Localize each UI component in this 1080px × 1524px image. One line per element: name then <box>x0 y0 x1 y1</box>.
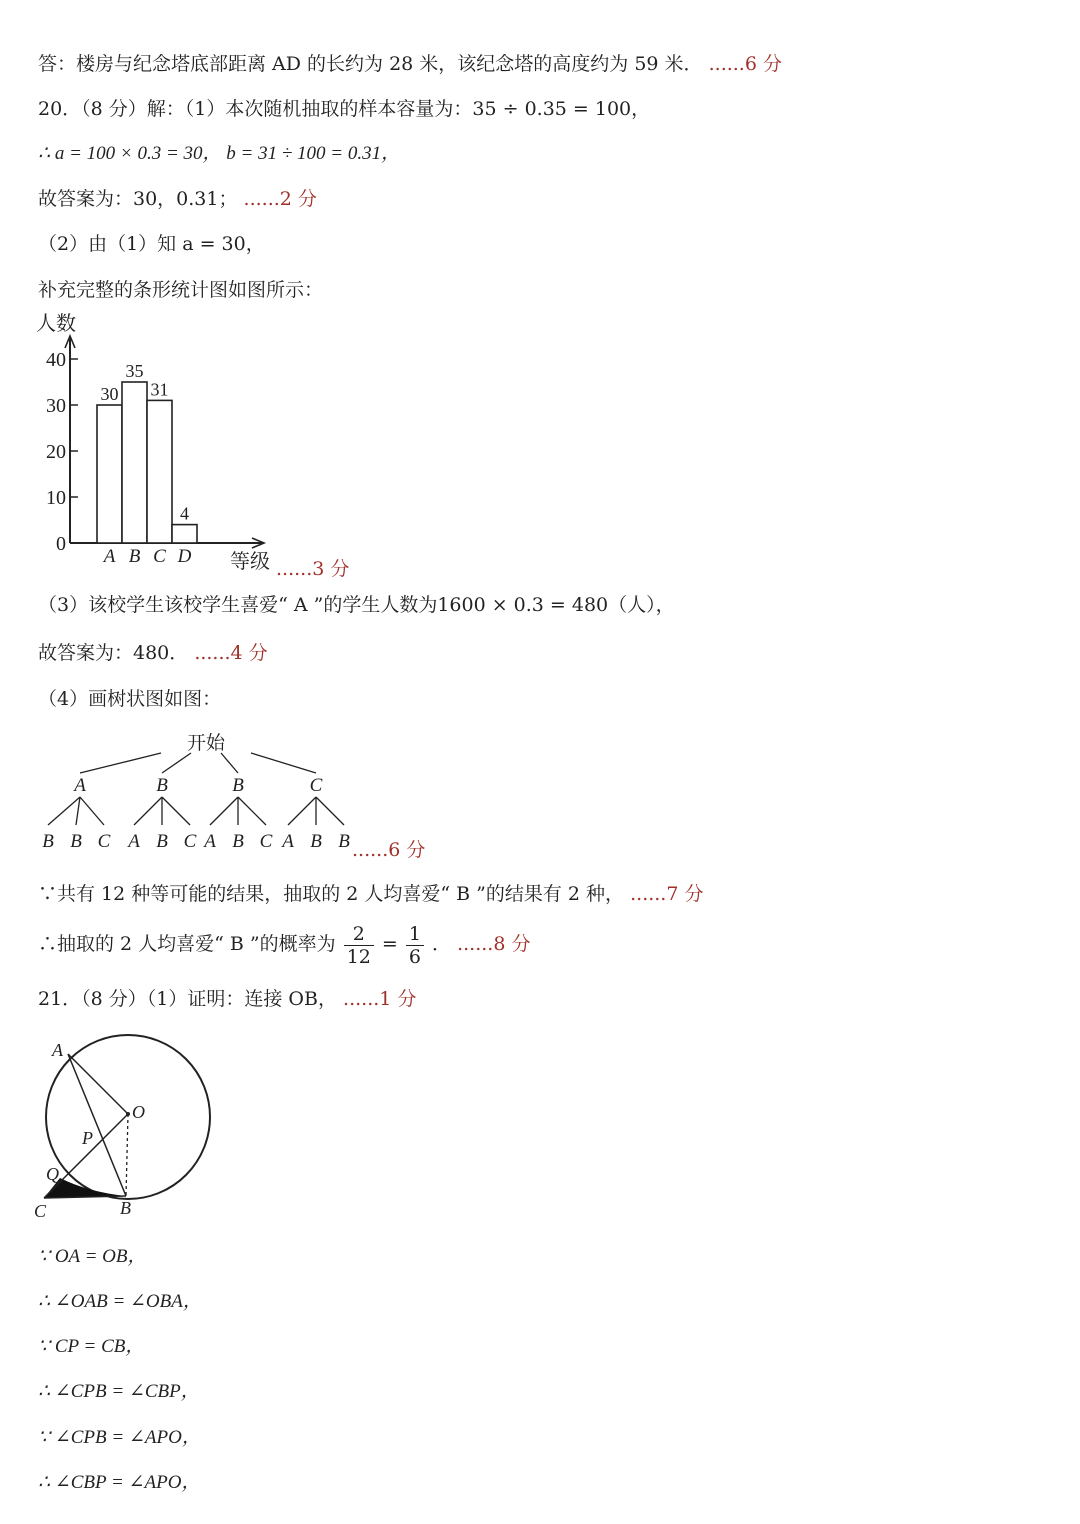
q21-text: 21．（8 分）（1）证明：连接 OB， <box>38 988 337 1010</box>
tree-branch <box>210 797 238 825</box>
bar-c <box>147 400 172 543</box>
proof-step-1 <box>38 1245 146 1269</box>
label-o: O <box>132 1102 145 1122</box>
q20-heading <box>38 97 650 121</box>
x-tick-label: B <box>128 546 141 567</box>
tree-score-mark: ......6 分 <box>352 839 426 861</box>
fraction-2-12 <box>344 923 374 968</box>
tree-branch <box>80 753 161 773</box>
y-tick-label: 30 <box>46 395 66 417</box>
score-mark: ......8 分 <box>457 933 531 955</box>
proof-text: ∵ ∠CPB = ∠APO， <box>38 1427 201 1448</box>
answer-text: 故答案为：480． <box>38 642 189 664</box>
calc-text: ∴ a = 100 × 0.3 = 30， b = 31 ÷ 100 = 0.31， <box>38 143 401 164</box>
bar-data-label: 35 <box>125 361 144 381</box>
x-tick-label: D <box>177 546 192 567</box>
fraction-1-6 <box>406 923 424 968</box>
y-tick-label: 40 <box>46 349 66 371</box>
tree-level1-node: B <box>156 775 168 796</box>
y-tick-label: 0 <box>56 533 66 555</box>
y-axis-label: 人数 <box>36 313 76 335</box>
probability-text: ∴抽取的 2 人均喜爱“ B ”的概率为 <box>38 933 336 955</box>
tree-level1-node: C <box>309 775 323 796</box>
label-p: P <box>82 1128 93 1148</box>
equals-sign: = <box>381 933 398 955</box>
tree-level1-node: B <box>232 775 244 796</box>
tree-leaf-node: A <box>128 831 140 852</box>
part2-text: （2）由（1）知 a = 30， <box>38 233 265 255</box>
answer-text: 答：楼房与纪念塔底部距离 AD 的长约为 28 米，该纪念塔的高度约为 59 米． <box>38 53 703 75</box>
tree-leaf-node: C <box>259 831 273 852</box>
q20-text: 20．（8 分）解：（1）本次随机抽取的样本容量为：35 ÷ 0.35 = 100， <box>38 98 651 120</box>
circle-figure <box>30 1032 230 1231</box>
numerator: 2 <box>344 923 374 946</box>
tree-branch <box>251 753 316 773</box>
proof-step-5 <box>38 1426 201 1450</box>
tree-branch <box>221 753 238 773</box>
proof-text: ∴ ∠CPB = ∠CBP， <box>38 1381 200 1402</box>
tree-leaf-node: B <box>156 831 168 852</box>
segment-ob-dashed <box>126 1114 128 1196</box>
bar-chart <box>30 308 330 587</box>
bar-b <box>122 382 147 543</box>
q20-chart-intro <box>38 278 323 302</box>
tree-leaf-node: A <box>282 831 294 852</box>
y-tick-label: 10 <box>46 487 66 509</box>
proof-step-4 <box>38 1380 200 1404</box>
tree-leaf-node: B <box>42 831 54 852</box>
tree-leaf-node: A <box>204 831 216 852</box>
score-mark: ......1 分 <box>343 988 417 1010</box>
answer-line-19 <box>38 52 782 76</box>
q20-part-3 <box>38 593 675 617</box>
numerator: 1 <box>406 923 424 946</box>
x-tick-label: A <box>103 546 116 567</box>
proof-text: ∵ OA = OB， <box>38 1246 147 1267</box>
proof-step-3 <box>38 1335 144 1359</box>
tree-branch <box>80 797 104 825</box>
tree-leaf-node: C <box>97 831 111 852</box>
x-tick-label: C <box>153 546 166 567</box>
proof-text: ∴ ∠OAB = ∠OBA， <box>38 1291 202 1312</box>
tree-diagram <box>30 725 360 869</box>
proof-step-2 <box>38 1290 202 1314</box>
point-o <box>126 1112 130 1116</box>
tree-branch <box>238 797 266 825</box>
bar-chart-svg <box>30 308 330 583</box>
q20-part-4 <box>38 687 221 711</box>
score-mark: ......2 分 <box>243 188 317 210</box>
label-b: B <box>120 1198 131 1218</box>
tree-root-label: 开始 <box>186 733 226 754</box>
proof-text: ∴ ∠CBP = ∠APO， <box>38 1472 201 1493</box>
score-mark: ......7 分 <box>630 883 704 905</box>
score-mark: ......4 分 <box>194 642 268 664</box>
label-c: C <box>34 1201 47 1221</box>
tree-branch <box>316 797 344 825</box>
tree-diagram-svg <box>30 725 360 865</box>
tree-leaf-node: B <box>310 831 322 852</box>
part3-text: （3）该校学生该校学生喜爱“ A ”的学生人数为1600 × 0.3 = 480（人）， <box>38 594 675 616</box>
part4-text: （4）画树状图如图： <box>38 688 222 710</box>
y-tick-label: 20 <box>46 441 66 463</box>
q20-part-2 <box>38 232 265 256</box>
period: ． <box>432 933 452 955</box>
denominator: 12 <box>346 945 371 968</box>
label-a: A <box>52 1040 63 1060</box>
q20-calc-a-b <box>38 142 400 166</box>
bar-data-label: 4 <box>180 503 189 524</box>
answer-text: 故答案为：30，0.31； <box>38 188 238 210</box>
x-axis-label: 等级 <box>230 551 270 573</box>
q20-probability <box>38 920 530 968</box>
q21-heading <box>38 987 416 1011</box>
q20-outcomes <box>38 882 703 906</box>
tree-level1-node: A <box>74 775 86 796</box>
tree-leaf-node: B <box>232 831 244 852</box>
chart-score-mark: ......3 分 <box>276 558 350 580</box>
bar-d <box>172 525 197 543</box>
segment-ao <box>68 1054 128 1114</box>
tree-leaf-node: B <box>70 831 82 852</box>
proof-step-6 <box>38 1471 200 1495</box>
q20-answer-1 <box>38 187 317 211</box>
circle-figure-svg <box>30 1032 230 1227</box>
outcomes-text: ∵共有 12 种等可能的结果，抽取的 2 人均喜爱“ B ”的结果有 2 种， <box>38 883 625 905</box>
tree-leaf-node: C <box>183 831 197 852</box>
proof-text: ∵ CP = CB， <box>38 1336 145 1357</box>
tree-branch <box>134 797 162 825</box>
tree-branch <box>288 797 316 825</box>
label-q: Q <box>46 1164 59 1184</box>
tree-branch <box>162 797 190 825</box>
denominator: 6 <box>408 945 421 968</box>
bar-data-label: 31 <box>150 379 169 400</box>
q20-answer-3 <box>38 641 268 665</box>
tree-branch <box>162 753 191 773</box>
tree-leaf-node: B <box>338 831 350 852</box>
bar-data-label: 30 <box>100 384 119 404</box>
tree-branch <box>76 797 80 825</box>
tree-branch <box>48 797 80 825</box>
bar-a <box>97 405 122 543</box>
chart-intro-text: 补充完整的条形统计图如图所示： <box>38 279 324 301</box>
score-mark: ......6 分 <box>708 53 782 75</box>
